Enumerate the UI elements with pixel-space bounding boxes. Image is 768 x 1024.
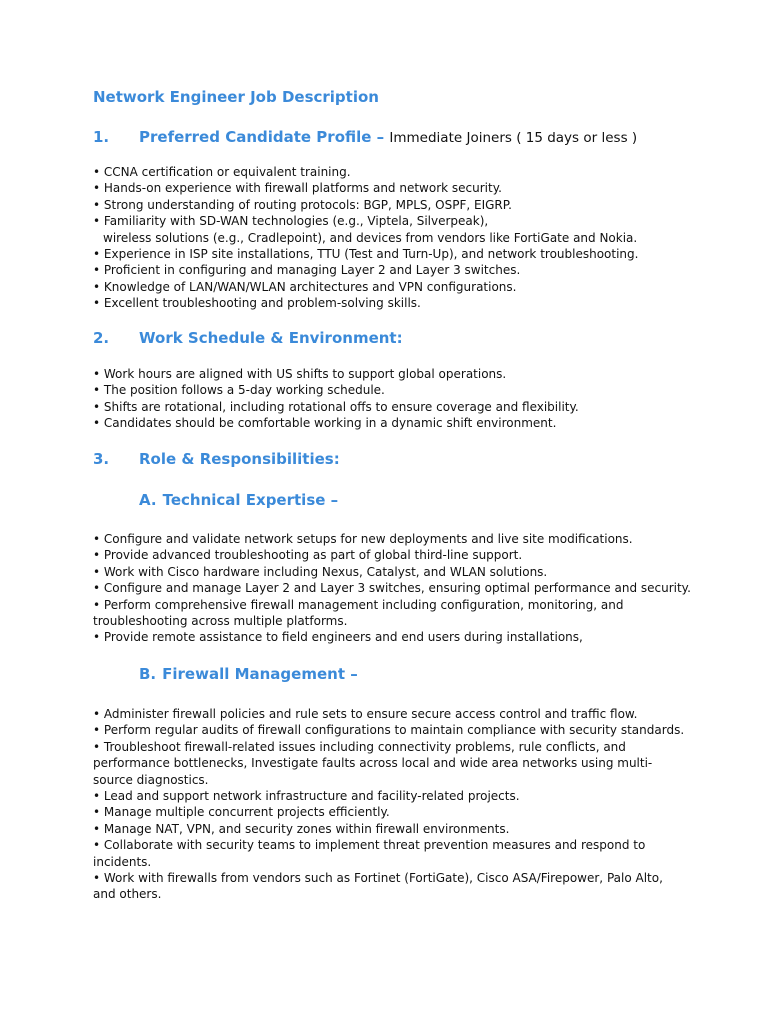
list-item: • Candidates should be comfortable working in a dynamic shift environment.	[93, 416, 557, 431]
section-heading-work-schedule	[93, 329, 403, 347]
list-item: • Knowledge of LAN/WAN/WLAN architectures and VPN configurations.	[93, 279, 517, 294]
list-item: • Shifts are rotational, including rotational offs to ensure coverage and flexibility.	[93, 399, 579, 414]
list-item: • Provide advanced troubleshooting as part of global third-line support.	[93, 548, 523, 563]
list-item: • Provide remote assistance to field engineers and end users during installations,	[93, 630, 583, 645]
list-item: • Hands-on experience with firewall platforms and network security.	[93, 181, 502, 196]
list-item: • Work hours are aligned with US shifts to support global operations.	[93, 367, 507, 381]
list-item: • Administer firewall policies and rule sets to ensure secure access control and traffic flow.	[93, 707, 638, 721]
firewall-management-list	[93, 706, 683, 903]
section-number: 2.	[93, 329, 110, 347]
section-title: Work Schedule & Environment:	[139, 329, 403, 347]
section-number: 1.	[93, 128, 110, 146]
section-number: 3.	[93, 450, 110, 468]
subsection-letter: A.	[139, 491, 157, 509]
list-item: • Lead and support network infrastructure and facility-related projects.	[93, 789, 520, 804]
subsection-letter: B.	[139, 665, 157, 683]
list-item: • Manage NAT, VPN, and security zones within firewall environments.	[93, 821, 510, 836]
section-title: Preferred Candidate Profile –	[139, 128, 385, 146]
list-item: • Manage multiple concurrent projects efficiently.	[93, 805, 390, 820]
list-item: • Work with firewalls from vendors such as Fortinet (FortiGate), Cisco ASA/Firepower, Palo Alto, and others.	[93, 871, 663, 902]
section-heading-candidate-profile	[93, 128, 637, 146]
list-item: • The position follows a 5-day working schedule.	[93, 383, 385, 398]
list-item: • CCNA certification or equivalent training.	[93, 165, 351, 179]
section-heading-responsibilities	[93, 450, 340, 468]
subsection-title: Firewall Management –	[162, 665, 358, 683]
list-item: • Perform regular audits of firewall configurations to maintain compliance with security standards.	[93, 723, 685, 738]
list-item: • Troubleshoot firewall-related issues including connectivity problems, rule conflicts, and performance bottlenecks, Investigate faults across local and wide area networks using multi-source diagnostics.	[93, 739, 653, 787]
subsection-title: Technical Expertise –	[162, 491, 339, 509]
list-item: • Work with Cisco hardware including Nexus, Catalyst, and WLAN solutions.	[93, 564, 548, 579]
list-item: • Configure and validate network setups for new deployments and live site modifications.	[93, 532, 633, 546]
list-item: • Familiarity with SD-WAN technologies (e.g., Viptela, Silverpeak),	[93, 214, 489, 229]
document-title: Network Engineer Job Description	[93, 88, 379, 106]
list-item: • Proficient in configuring and managing Layer 2 and Layer 3 switches.	[93, 263, 521, 278]
section-title: Role & Responsibilities:	[139, 450, 340, 468]
section-title-suffix: Immediate Joiners ( 15 days or less )	[389, 130, 638, 146]
work-schedule-list	[93, 366, 683, 432]
list-item-continuation: wireless solutions (e.g., Cradlepoint), and devices from vendors like FortiGate and Nokia.	[103, 230, 638, 245]
subsection-heading-firewall-management	[139, 665, 358, 683]
list-item: • Perform comprehensive firewall management including configuration, monitoring, and troubleshooting across multiple platforms.	[93, 597, 624, 629]
list-item: • Configure and manage Layer 2 and Layer 3 switches, ensuring optimal performance and security.	[93, 581, 691, 596]
list-item: • Collaborate with security teams to implement threat prevention measures and respond to incidents.	[93, 838, 646, 869]
technical-expertise-list	[93, 531, 691, 646]
subsection-heading-technical-expertise	[139, 491, 338, 509]
candidate-profile-list	[93, 164, 683, 312]
list-item: • Excellent troubleshooting and problem-solving skills.	[93, 296, 421, 311]
list-item: • Experience in ISP site installations, TTU (Test and Turn-Up), and network troubleshooting.	[93, 247, 639, 262]
list-item: • Strong understanding of routing protocols: BGP, MPLS, OSPF, EIGRP.	[93, 197, 512, 212]
